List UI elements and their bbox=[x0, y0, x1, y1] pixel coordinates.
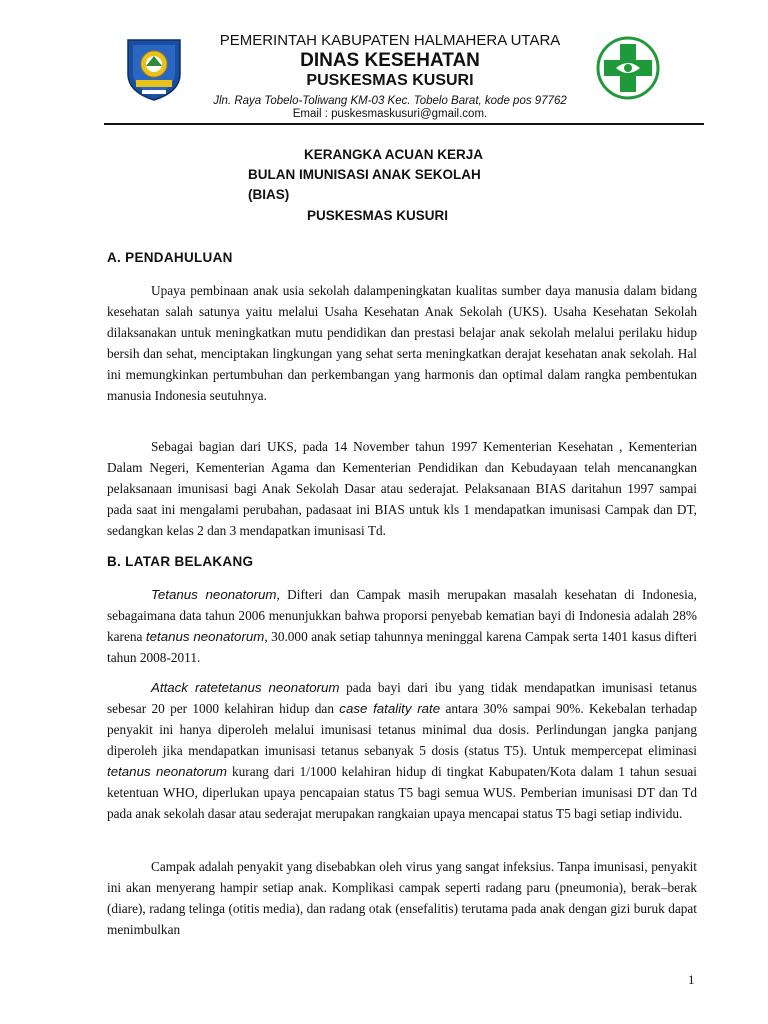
section-heading-b: B. LATAR BELAKANG bbox=[107, 554, 254, 569]
paragraph-text: Upaya pembinaan anak usia sekolah dalampeningkatan kualitas sumber daya manusia dalam bidang kesehatan salah satunya yaitu melalui Usaha Kesehatan Anak Sekolah (UKS). Usaha Kesehatan Sekolah dilaksanakan untuk meningkatkan mutu pendidikan dan prestasi belajar anak sekolah melalui perilaku hidup bersih dan sehat, menciptakan lingkungan yang sehat serta meningkatkan derajat kesehatan anak sekolah. Hal ini memungkinkan pertumbuhan dan perkembangan yang harmonis dan optimal dalam rangka pembentukan manusia Indonesia seutuhnya. bbox=[107, 283, 697, 403]
health-cross-icon bbox=[596, 36, 660, 100]
doc-title-4: PUSKESMAS KUSURI bbox=[307, 208, 449, 223]
italic-term: tetanus neonatorum bbox=[107, 764, 227, 779]
doc-title-3: (BIAS) bbox=[248, 187, 290, 202]
paragraph bbox=[107, 584, 697, 668]
address: Jln. Raya Tobelo-Toliwang KM-03 Kec. Tobelo Barat, kode pos 97762 bbox=[213, 95, 567, 107]
paragraph-text: , Difteri dan Campak masih merupakan masalah kesehatan di Indonesia, sebagaimana data tahun 2006 menunjukkan bahwa proporsi penyebab kematian bayi di Indonesia adalah 28% karena bbox=[107, 587, 697, 644]
italic-term: Tetanus neonatorum bbox=[151, 587, 277, 602]
doc-title-1: KERANGKA ACUAN KERJA bbox=[304, 147, 484, 162]
italic-term: tetanus neonatorum bbox=[145, 629, 265, 644]
paragraph-text: antara 30% sampai 90%. Kekebalan terhadap penyakit ini hanya diperoleh melalui imunisasi tetanus minimal dua dosis. Perlindungan jangka panjang diperoleh jika mendapatkan imunisasi tetanus sebanyak 5 dosis (status T5). Untuk mempercepat eliminasi bbox=[107, 701, 697, 758]
paragraph bbox=[107, 677, 697, 824]
italic-term: case fatality rate bbox=[339, 701, 441, 716]
regency-crest-icon bbox=[124, 36, 184, 102]
agency-name: DINAS KESEHATAN bbox=[300, 50, 480, 71]
doc-title-2: BULAN IMUNISASI ANAK SEKOLAH bbox=[248, 167, 481, 182]
paragraph-text: kurang dari 1/1000 kelahiran hidup di tingkat Kabupaten/Kota dalam 1 tahun sesuai ketentuan WHO, diperlukan upaya pencapaian status T5 bagi semua WUS. Pemberian imunisasi DT dan Td pada anak sekolah dasar atau sederajat merupakan rangkaian upaya mencapai status T5 bagi setiap individu. bbox=[107, 764, 697, 821]
paragraph-text: Sebagai bagian dari UKS, pada 14 November tahun 1997 Kementerian Kesehatan , Kementerian Dalam Negeri, Kementerian Agama dan Kementerian Pendidikan dan Kebudayaan telah mencanangkan pelaksanaan imunisasi bagi Anak Sekolah Dasar atau sederajat. Pelaksanaan BIAS daritahun 1997 sampai pada saat ini mengalami perubahan, padasaat ini BIAS untuk kls 1 mendapatkan imunisasi Campak dan DT, sedangkan kelas 2 dan 3 mendapatkan imunisasi Td. bbox=[107, 439, 697, 538]
paragraph bbox=[107, 856, 697, 940]
government-name: PEMERINTAH KABUPATEN HALMAHERA UTARA bbox=[219, 32, 561, 49]
section-heading-a: A. PENDAHULUAN bbox=[107, 250, 233, 265]
italic-term: Attack ratetetanus neonatorum bbox=[151, 680, 340, 695]
email: Email : puskesmaskusuri@gmail.com. bbox=[292, 108, 488, 120]
paragraph-text: , 30.000 anak setiap tahunnya meninggal karena Campak serta 1401 kasus difteri tahun 2008-2011. bbox=[107, 629, 697, 665]
facility-name: PUSKESMAS KUSURI bbox=[306, 72, 474, 89]
paragraph bbox=[107, 436, 697, 541]
paragraph-text: Campak adalah penyakit yang disebabkan oleh virus yang sangat infeksius. Tanpa imunisasi, penyakit ini akan menyerang hampir setiap anak. Komplikasi campak seperti radang paru (pneumonia), berak–berak (diare), radang telinga (otitis media), dan radang otak (ensefalitis) terutama pada anak dengan gizi buruk dapat menimbulkan bbox=[107, 859, 697, 937]
page-number: 1 bbox=[688, 972, 695, 987]
letterhead-divider bbox=[104, 123, 704, 125]
paragraph-text: pada bayi dari ibu yang tidak mendapatkan imunisasi tetanus sebesar 20 per 1000 kelahiran hidup dan bbox=[107, 680, 697, 716]
paragraph bbox=[107, 280, 697, 406]
